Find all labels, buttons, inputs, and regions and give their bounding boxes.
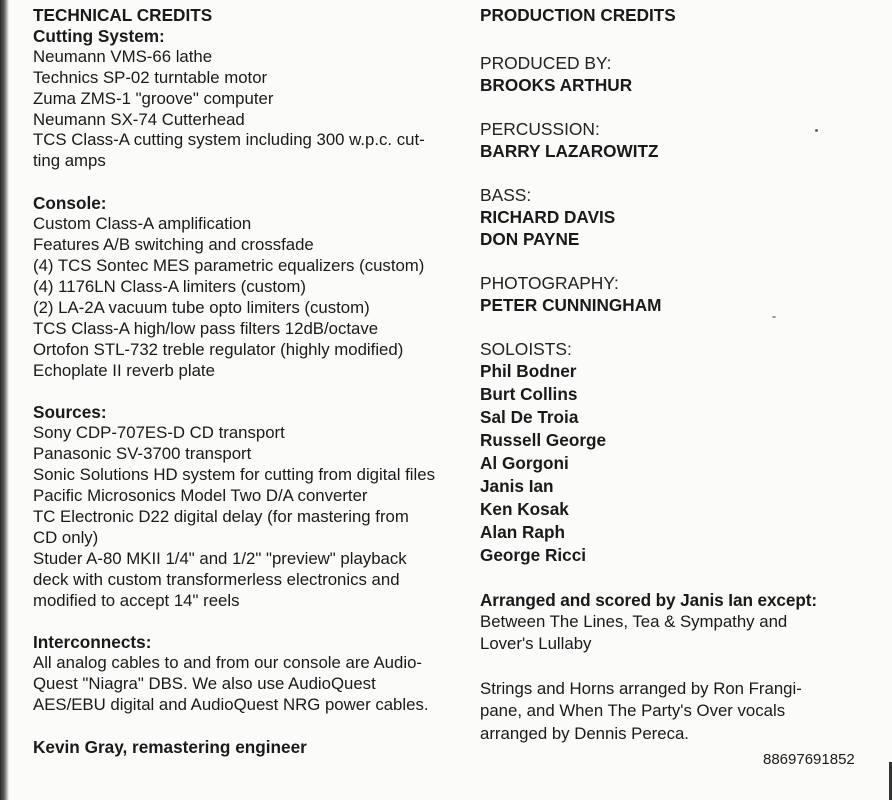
bassist-name: RICHARD DAVIS — [480, 206, 616, 227]
soloist-name: Burt Collins — [480, 383, 578, 404]
percussionist-name: BARRY LAZAROWITZ — [480, 140, 659, 161]
list-item: modified to accept 14" reels — [33, 590, 240, 610]
interconnects-heading: Interconnects: — [33, 632, 152, 653]
list-item: Neumann VMS-66 lathe — [33, 46, 213, 66]
strings-line: Strings and Horns arranged by Ron Frangi- — [480, 678, 802, 698]
list-item: CD only) — [33, 527, 99, 547]
photography-role: PHOTOGRAPHY: — [480, 272, 619, 293]
list-item: Pacific Microsonics Model Two D/A converter — [33, 486, 368, 506]
list-item: Sonic Solutions HD system for cutting from digital files — [33, 465, 435, 485]
soloist-name: Sal De Troia — [480, 406, 579, 427]
arranged-line: Between The Lines, Tea & Sympathy and — [480, 611, 788, 631]
soloists-list — [480, 360, 885, 567]
console-list — [33, 214, 453, 381]
catalog-number: 88697691852 — [763, 751, 855, 768]
interconnects-list — [33, 653, 453, 716]
producer-name: BROOKS ARTHUR — [480, 74, 633, 95]
list-item: Sony CDP-707ES-D CD transport — [33, 423, 285, 443]
strings-line: pane, and When The Party's Over vocals — [480, 701, 786, 721]
arranged-line: Lover's Lullaby — [480, 633, 592, 653]
list-item: Studer A-80 MKII 1/4" and 1/2" "preview" playback — [33, 548, 407, 568]
engineer-credit: Kevin Gray, remastering engineer — [33, 737, 307, 758]
soloist-name: Russell George — [480, 429, 607, 450]
list-item: Quest "Niagra" DBS. We also use AudioQuest — [33, 674, 376, 694]
list-item: (2) LA-2A vacuum tube opto limiters (custom) — [33, 297, 370, 317]
soloists-role: SOLOISTS: — [480, 338, 572, 359]
soloist-name: Al Gorgoni — [480, 452, 569, 473]
cutting-system-list — [33, 47, 453, 172]
list-item: Features A/B switching and crossfade — [33, 235, 314, 255]
percussion-role: PERCUSSION: — [480, 118, 600, 139]
list-item: (4) TCS Sontec MES parametric equalizers (custom) — [33, 255, 425, 275]
list-item: Technics SP-02 turntable motor — [33, 67, 268, 87]
list-item: TCS Class-A cutting system including 300 w.p.c. cut- — [33, 130, 425, 150]
sources-heading: Sources: — [33, 402, 107, 423]
list-item: All analog cables to and from our console are Audio- — [33, 653, 423, 673]
page-edge-shadow — [0, 0, 9, 800]
cutting-system-heading: Cutting System: — [33, 25, 165, 46]
list-item: Neumann SX-74 Cutterhead — [33, 109, 245, 129]
list-item: (4) 1176LN Class-A limiters (custom) — [33, 276, 306, 296]
arranged-heading: Arranged and scored by Janis Ian except: — [480, 589, 817, 610]
list-item: Ortofon STL-732 treble regulator (highly modified) — [33, 339, 404, 359]
list-item: deck with custom transformerless electronics and — [33, 569, 400, 589]
soloist-name: Ken Kosak — [480, 498, 569, 519]
list-item: Custom Class-A amplification — [33, 214, 252, 234]
production-credits-title: PRODUCTION CREDITS — [480, 5, 676, 25]
soloist-name: Alan Raph — [480, 521, 565, 542]
list-item: AES/EBU digital and AudioQuest NRG power cables. — [33, 695, 429, 715]
soloist-name: Janis Ian — [480, 475, 554, 496]
list-item: Panasonic SV-3700 transport — [33, 444, 252, 464]
bassist-name: DON PAYNE — [480, 228, 580, 249]
console-heading: Console: — [33, 193, 107, 214]
list-item: Zuma ZMS-1 "groove" computer — [33, 88, 274, 108]
strings-line: arranged by Dennis Pereca. — [480, 723, 689, 743]
technical-credits-title: TECHNICAL CREDITS — [33, 5, 213, 25]
list-item: ting amps — [33, 151, 106, 171]
bass-role: BASS: — [480, 184, 532, 205]
produced-by-role: PRODUCED BY: — [480, 52, 612, 73]
production-credits-column — [480, 5, 885, 745]
soloist-name: George Ricci — [480, 544, 587, 565]
photographer-name: PETER CUNNINGHAM — [480, 294, 662, 315]
sources-list — [33, 423, 453, 611]
list-item: Echoplate II reverb plate — [33, 360, 215, 380]
list-item: TCS Class-A high/low pass filters 12dB/octave — [33, 318, 379, 338]
soloist-name: Phil Bodner — [480, 360, 577, 381]
technical-credits-column — [33, 5, 453, 758]
list-item: TC Electronic D22 digital delay (for mastering from — [33, 506, 409, 526]
